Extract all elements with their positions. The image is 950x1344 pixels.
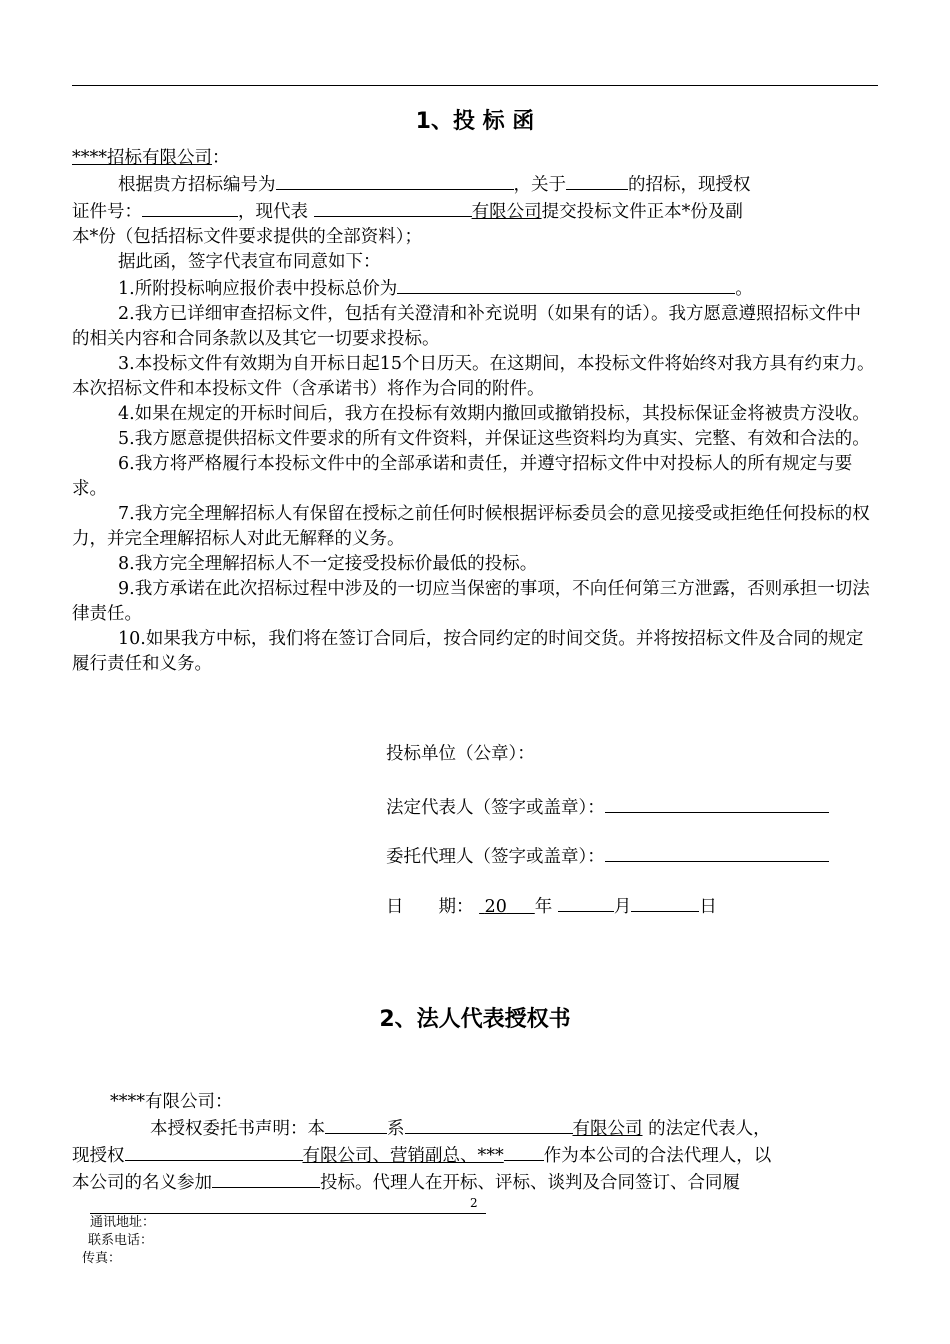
sign-legal-line [386,794,829,819]
s2-text-f: 有限公司、营销副总、*** [302,1146,504,1166]
item1-text: 1.所附投标响应报价表中投标总价为 [118,279,398,299]
sign-legal-label: 法定代表人（签字或盖章）： [386,798,605,818]
declare-line: 据此函，签字代表宣布同意如下： [118,252,381,272]
company-blank [314,198,472,217]
intro-line-1 [72,171,878,198]
item-4: 4.如果在规定的开标时间后，我方在投标有效期内撤回或撤销投标，其投标保证金将被贵方没收。 [118,404,870,424]
s2-text-d: 的法定代表人， [648,1119,771,1139]
item-9: 9.我方承诺在此次招标过程中涉及的一切应当保密的事项，不向任何第三方泄露，否则承担一切法律责任。 [72,579,870,624]
sign-agent-line [386,843,829,868]
item-3: 3.本投标文件有效期为自开标日起15个日历天。在这期间，本投标文件将始终对我方具有约束力。本次招标文件和本投标文件（含承诺书）将作为合同的附件。 [72,354,875,399]
date-year-prefix: 20 [484,897,507,917]
addressee: ****招标有限公司 [72,148,212,168]
item1-end: 。 [735,279,753,299]
item-6: 6.我方将严格履行本投标文件中的全部承诺和责任，并遵守招标文件中对投标人的所有规定与要求。 [72,454,853,499]
sign-agent-blank [605,843,829,862]
intro-text-e: ，现代表 [238,202,308,222]
item-7: 7.我方完全理解招标人有保留在授标之前任何时候根据评标委员会的意见接受或拒绝任何投标的权力，并完全理解招标人对此无解释的义务。 [72,504,870,549]
section2-body [72,1090,878,1196]
intro-line-2 [72,198,878,225]
date-year-field [479,897,535,917]
intro-text-g: 提交投标文件正本*份及副 [541,202,743,222]
footer-address: 通讯地址： [90,1215,156,1230]
page-number: 2 [470,1196,478,1210]
item-1 [72,275,878,302]
date-day-label: 日 [699,897,717,917]
date-day-blank [631,893,699,912]
footer [82,1214,155,1268]
footer-fax: 传真： [82,1251,122,1266]
s2-text-i: 投标。代理人在开标、评标、谈判及合同签订、合同履 [320,1173,740,1193]
intro-text-d: 证件号： [72,202,142,222]
item-2: 2.我方已详细审查招标文件，包括有关澄清和补充说明（如果有的话）。我方愿意遵照招标文件中的相关内容和合同条款以及其它一切要求投标。 [72,304,861,349]
intro-text-a: 根据贵方招标编号为 [118,175,276,195]
section2-line-2 [72,1142,878,1169]
id-number-blank [142,198,238,217]
date-year-label: 年 [534,897,553,917]
project-blank [566,171,628,190]
section2-title: 2、法人代表授权书 [379,1007,571,1032]
addressee-colon: ： [212,148,230,168]
section2-line-1 [72,1115,878,1142]
sign-agent-label: 委托代理人（签字或盖章）： [386,847,605,867]
s2-blank-4 [504,1142,544,1161]
item-5: 5.我方愿意提供招标文件要求的所有文件资料，并保证这些资料均为真实、完整、有效和合法的。 [118,429,870,449]
s2-text-h: 本公司的名义参加 [72,1173,212,1193]
header-rule [72,85,878,86]
intro-text-f: 有限公司 [471,202,542,222]
date-line [386,893,717,918]
addressee-line [72,146,878,171]
date-label: 日 期： [386,897,474,917]
bid-number-blank [276,171,514,190]
s2-blank-1 [325,1115,387,1134]
date-month-label: 月 [613,897,632,917]
total-price-blank [397,275,735,294]
section2-line-3 [72,1169,878,1196]
section1-title: 1、投 标 函 [415,109,535,134]
intro-text-c: 的招标，现授权 [628,175,751,195]
s2-blank-2 [405,1115,573,1134]
s2-text-e: 现授权 [72,1146,125,1166]
sign-unit: 投标单位（公章）： [386,744,535,764]
item-8: 8.我方完全理解招标人不一定接受投标价最低的投标。 [118,554,538,574]
section1-body [72,146,878,677]
item-10: 10.如果我方中标，我们将在签订合同后，按合同约定的时间交货。并将按招标文件及合同的规定履行责任和义务。 [72,629,864,674]
sign-legal-blank [605,794,829,813]
intro-line-3: 本*份（包括招标文件要求提供的全部资料）； [72,227,422,247]
s2-blank-3 [125,1142,303,1161]
section2-addressee: ****有限公司： [110,1092,233,1112]
footer-phone: 联系电话： [88,1233,154,1248]
date-month-blank [558,893,614,912]
s2-text-b: 系 [387,1119,405,1139]
intro-text-b: ，关于 [513,175,566,195]
s2-text-c: 有限公司 [572,1119,643,1139]
s2-blank-5 [212,1169,320,1188]
s2-text-a: 本授权委托书声明：本 [150,1119,325,1139]
s2-text-g: 作为本公司的合法代理人，以 [543,1146,772,1166]
